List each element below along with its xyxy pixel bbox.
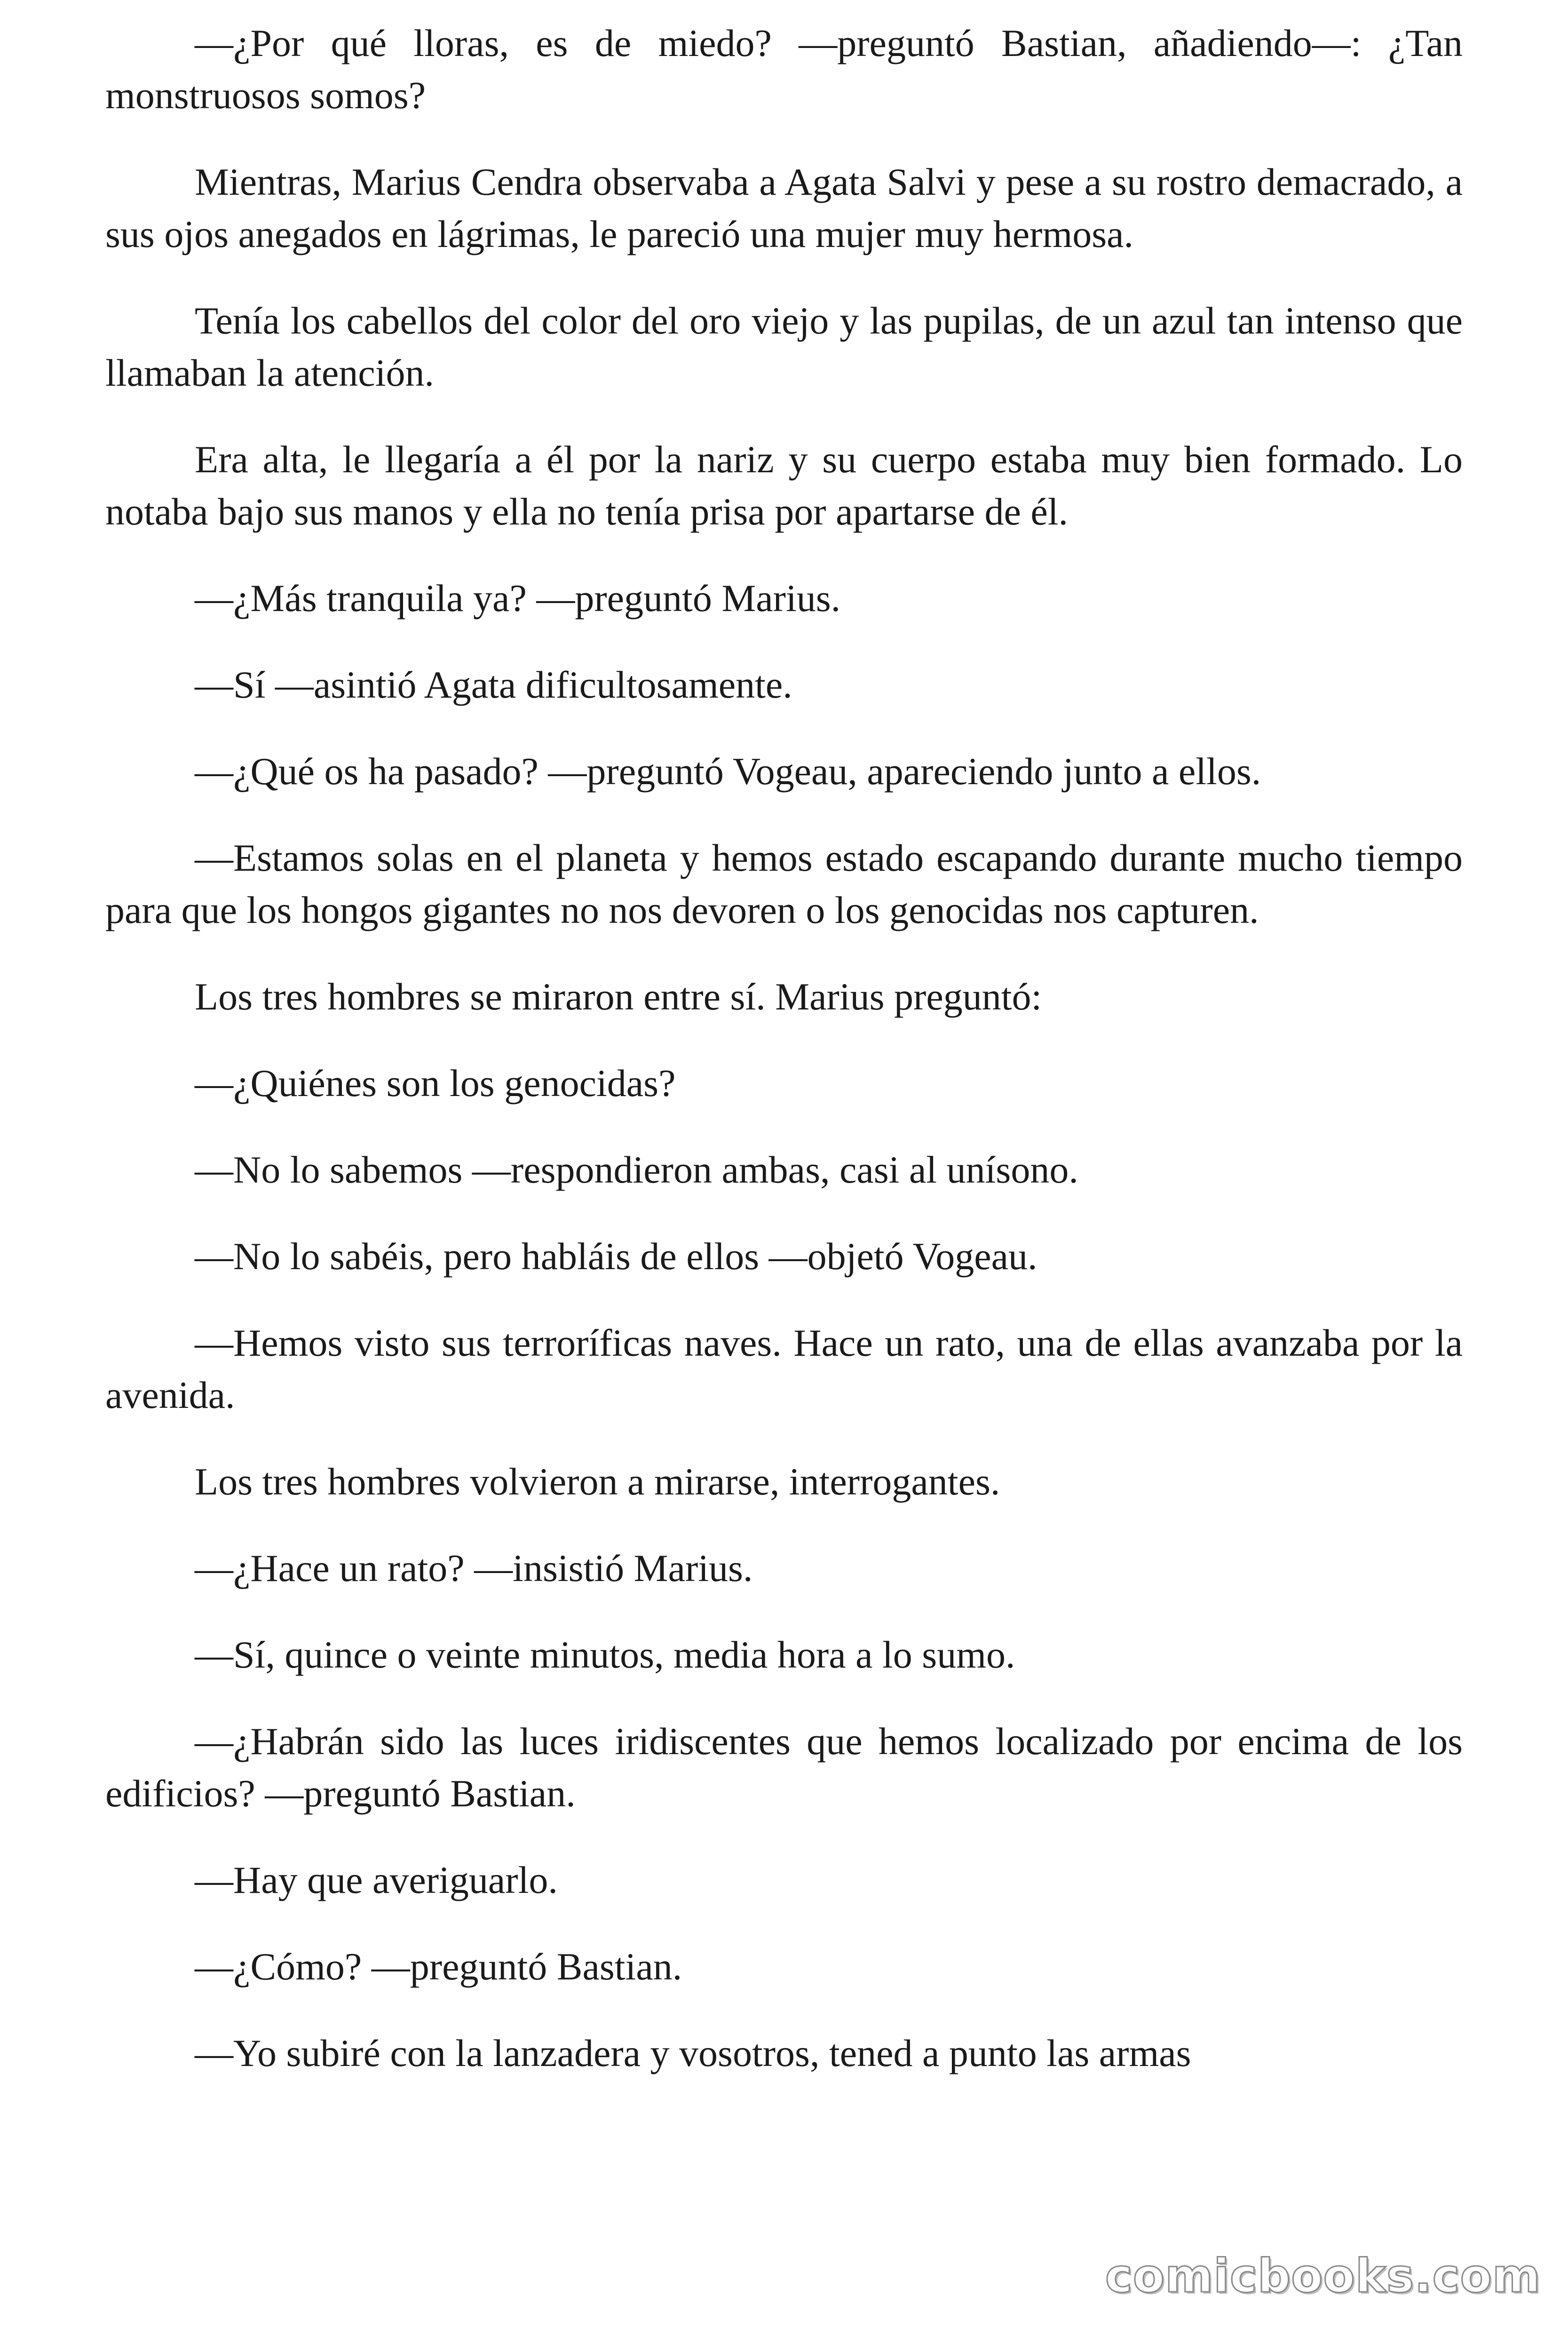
paragraph: —Sí —asintió Agata dificultosamente. [195,663,792,706]
paragraph: —Sí, quince o veinte minutos, media hora a lo sumo. [195,1633,1015,1676]
paragraph: —¿Cómo? —preguntó Bastian. [195,1945,682,1988]
paragraph: Tenía los cabellos del color del oro viejo y las pupilas, de un azul tan intenso que llamaban la atención. [105,299,1463,394]
paragraph: —Hay que averiguarlo. [195,1859,558,1901]
paragraph: —¿Habrán sido las luces iridiscentes que hemos localizado por encima de los edificios? —preguntó Bastian. [105,1720,1463,1815]
paragraph: Mientras, Marius Cendra observaba a Agata Salvi y pese a su rostro demacrado, a sus ojos anegados en lágrimas, le pareció una mujer muy hermosa. [105,160,1463,255]
watermark-logo: comicbooks.com [1105,2249,1541,2303]
paragraph: —No lo sabemos —respondieron ambas, casi al unísono. [195,1148,1078,1191]
paragraph: Los tres hombres se miraron entre sí. Marius preguntó: [195,975,1042,1018]
paragraph: Era alta, le llegaría a él por la nariz y su cuerpo estaba muy bien formado. Lo notaba bajo sus manos y ella no tenía prisa por apartarse de él. [105,438,1463,533]
paragraph: —No lo sabéis, pero habláis de ellos —objetó Vogeau. [195,1235,1037,1278]
paragraph: —¿Quiénes son los genocidas? [195,1062,676,1104]
book-page-text [105,17,1463,2079]
paragraph: —¿Por qué lloras, es de miedo? —preguntó Bastian, añadiendo—: ¿Tan monstruosos somos? [105,22,1463,117]
paragraph: —Hemos visto sus terroríficas naves. Hace un rato, una de ellas avanzaba por la avenida. [105,1321,1463,1416]
paragraph: —¿Qué os ha pasado? —preguntó Vogeau, apareciendo junto a ellos. [195,750,1261,793]
paragraph: —Estamos solas en el planeta y hemos estado escapando durante mucho tiempo para que los hongos gigantes no nos devoren o los genocidas nos capturen. [105,836,1463,931]
paragraph: Los tres hombres volvieron a mirarse, interrogantes. [195,1460,1000,1503]
paragraph: —Yo subiré con la lanzadera y vosotros, tened a punto las armas [195,2032,1191,2074]
paragraph: —¿Hace un rato? —insistió Marius. [195,1547,753,1589]
paragraph: —¿Más tranquila ya? —preguntó Marius. [195,577,841,620]
